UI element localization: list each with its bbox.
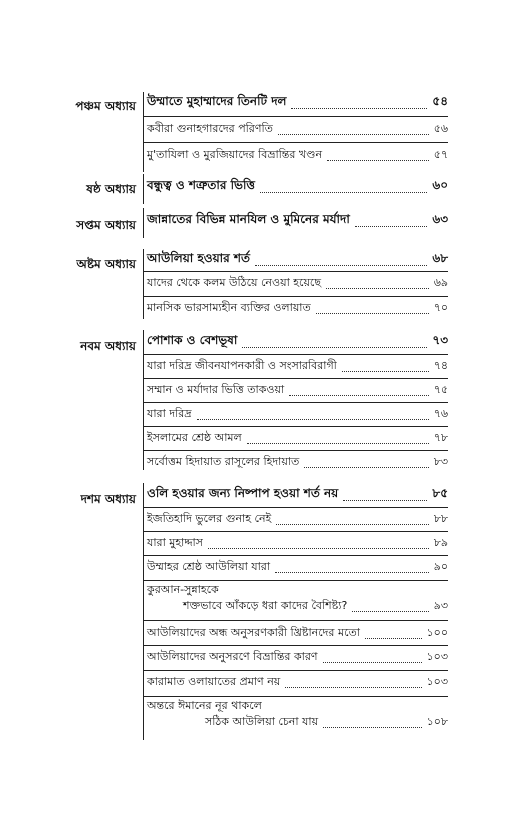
row-rule	[143, 354, 448, 355]
toc-entry[interactable]: যারা দরিদ্র ৭৬	[147, 407, 448, 420]
toc-entry[interactable]: ইজতিহাদি ভুলের গুনাহ নেই ৮৮	[147, 512, 448, 525]
row-rule	[143, 426, 448, 427]
toc-entry[interactable]: যারা মুহাদ্দাস ৮৯	[147, 536, 448, 549]
chapter-9-label: নবম অধ্যায়	[80, 339, 136, 353]
toc-entry[interactable]: আউলিয়াদের অনুসরণে বিভ্রান্তির কারণ ১০৩	[147, 650, 448, 663]
row-rule	[143, 620, 448, 621]
toc-entry-chapter-5-main[interactable]: উম্মাতে মুহাম্মাদের তিনটি দল ৫৪	[147, 94, 448, 108]
toc-entry-chapter-8-main[interactable]: আউলিয়া হওয়ার শর্ত ৬৮	[147, 251, 448, 265]
row-rule	[143, 450, 448, 451]
row-rule	[143, 645, 448, 646]
chapter-8-label: অষ্টম অধ্যায়	[76, 257, 136, 271]
row-rule	[143, 580, 448, 581]
toc-entry[interactable]: কারামাত ওলায়াতের প্রমাণ নয় ১০৩	[147, 675, 448, 688]
row-rule	[143, 555, 448, 556]
toc-entry[interactable]: ইসলামের শ্রেষ্ঠ আমল ৭৮	[147, 431, 448, 444]
row-rule	[143, 271, 448, 272]
chapter-8-divider	[143, 249, 144, 319]
row-rule	[143, 531, 448, 532]
chapter-5-label: পঞ্চম অধ্যায়	[75, 99, 136, 113]
row-rule	[143, 116, 448, 117]
toc-entry-chapter-9-main[interactable]: পোশাক ও বেশভূষা ৭৩	[147, 333, 448, 347]
toc-entry[interactable]: যারা দরিদ্র জীবনযাপনকারী ও সংসারবিরাগী ৭৪	[147, 359, 448, 372]
chapter-7-divider	[143, 208, 144, 238]
row-rule	[143, 696, 448, 697]
row-rule	[143, 142, 448, 143]
row-rule	[143, 402, 448, 403]
chapter-7-label: সপ্তম অধ্যায়	[76, 218, 136, 232]
row-rule	[143, 670, 448, 671]
row-rule	[143, 378, 448, 379]
toc-entry[interactable]: আউলিয়াদের অন্ধ অনুসরণকারী খ্রিষ্টানদের মতো ১০০	[147, 626, 448, 639]
toc-entry[interactable]: উম্মাহর শ্রেষ্ঠ আউলিয়া যারা ৯০	[147, 560, 448, 573]
row-rule	[143, 507, 448, 508]
toc-entry[interactable]: কুরআন-সুন্নাহকে শক্তভাবে আঁকড়ে ধরা কাদের বৈশিষ্ট্য? ৯৩	[147, 583, 448, 612]
toc-entry[interactable]: সর্বোত্তম হিদায়াত রাসূলের হিদায়াত ৮৩	[147, 455, 448, 468]
chapter-6-label: ষষ্ঠ অধ্যায়	[86, 182, 136, 196]
chapter-10-divider	[143, 483, 144, 740]
toc-entry-chapter-6-main[interactable]: বন্ধুত্ব ও শত্রুতার ভিত্তি ৬০	[147, 178, 448, 192]
chapter-5-divider	[143, 92, 144, 172]
toc-entry[interactable]: সম্মান ও মর্যাদার ভিত্তি তাকওয়া ৭৫	[147, 383, 448, 396]
chapter-9-divider	[143, 330, 144, 470]
toc-entry-chapter-7-main[interactable]: জান্নাতের বিভিন্ন মানযিল ও মুমিনের মর্যাদা ৬৩	[147, 212, 448, 226]
row-rule	[143, 296, 448, 297]
toc-entry[interactable]: অন্তরে ঈমানের নূর থাকলে সঠিক আউলিয়া চেনা যায় ১০৮	[147, 699, 448, 728]
toc-entry[interactable]: কবীরা গুনাহগারদের পরিণতি ৫৬	[147, 122, 448, 135]
toc-entry[interactable]: মানসিক ভারসাম্যহীন ব্যক্তির ওলায়াত ৭০	[147, 301, 448, 314]
toc-entry-chapter-10-main[interactable]: ওলি হওয়ার জন্য নিষ্পাপ হওয়া শর্ত নয় ৮৫	[147, 486, 448, 500]
toc-entry[interactable]: মু'তাযিলা ও মুরজিয়াদের বিভ্রান্তির খণ্ডন ৫৭	[147, 148, 448, 161]
chapter-10-label: দশম অধ্যায়	[80, 492, 136, 506]
chapter-6-divider	[143, 174, 144, 204]
toc-entry[interactable]: যাদের থেকে কলম উঠিয়ে নেওয়া হয়েছে ৬৯	[147, 276, 448, 289]
